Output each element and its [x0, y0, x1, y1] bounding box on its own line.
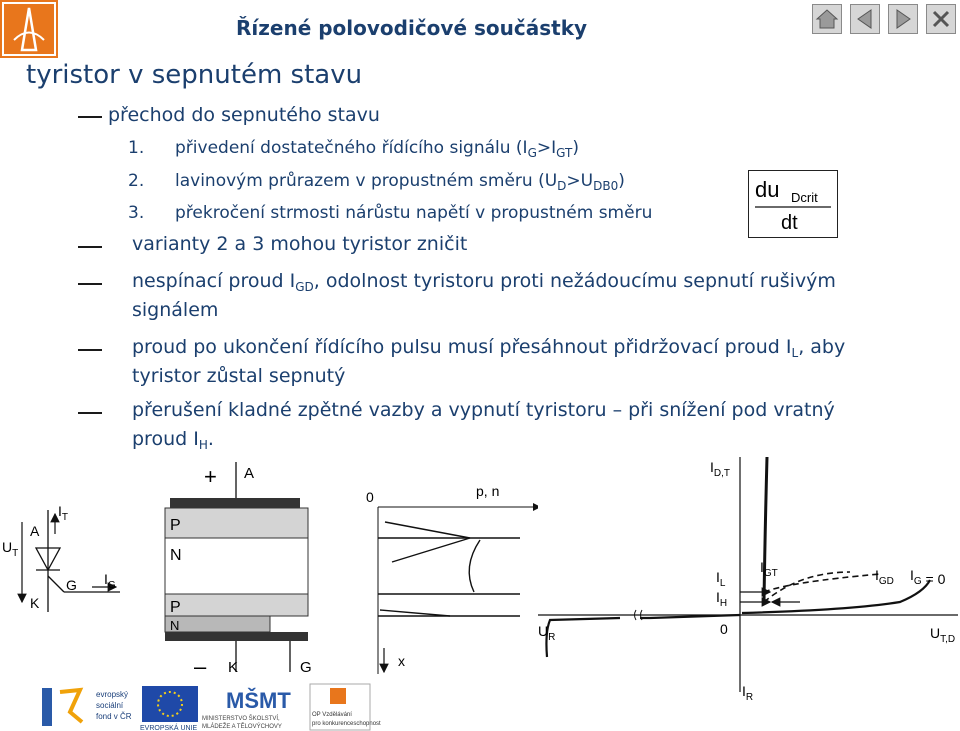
svg-text:fond v ČR: fond v ČR: [96, 712, 132, 721]
footer-logos: [40, 684, 381, 731]
thyristor-symbol: [0, 462, 135, 684]
il-label: $I_L$: [716, 569, 726, 589]
anode-terminal: A: [244, 465, 255, 482]
layer-p2: P: [170, 599, 181, 616]
svg-text:OP Vzdělávání: OP Vzdělávání: [312, 712, 352, 718]
layer-p1: P: [170, 517, 181, 534]
layer-n1: N: [170, 547, 182, 564]
eu-flag-logo: [140, 686, 198, 731]
anode-label: A: [30, 523, 40, 539]
prev-icon[interactable]: [850, 4, 880, 34]
bullet-latching: proud po ukončení řídícího pulsu musí přesáhnout přidržovací proud $I_L$, aby: [132, 336, 846, 360]
bullet-dash: [78, 246, 102, 248]
svg-text:MINISTERSTVO ŠKOLSTVÍ,: MINISTERSTVO ŠKOLSTVÍ,: [202, 716, 280, 722]
gate-label: G: [66, 577, 77, 593]
bullet-igd-cont: signálem: [132, 299, 219, 321]
va-characteristic: [538, 452, 960, 703]
step-gate-signal: přivedení dostatečného řídícího signálu $(I_G>I_{GT})$: [175, 138, 579, 160]
svg-text:MLÁDEŽE A TĚLOVÝCHOVY: MLÁDEŽE A TĚLOVÝCHOVY: [202, 724, 282, 730]
bullet-destroy: varianty 2 a 3 mohou tyristor zničit: [132, 233, 468, 255]
bullet-holding: přerušení kladné zpětné vazby a vypnutí tyristoru – při snížení pod vratný: [132, 399, 835, 421]
bullet-dash: [78, 116, 102, 118]
bullet-latching-cont: tyristor zůstal sepnutý: [132, 365, 346, 387]
step-number: 2.: [128, 171, 145, 191]
layer-n2: N: [170, 618, 180, 633]
svg-text:sociální: sociální: [96, 701, 124, 710]
dudt-formula: [748, 170, 838, 238]
bullet-dash: [78, 412, 102, 414]
pn-axis-label: p, n: [476, 483, 500, 499]
ih-label: $I_H$: [716, 589, 728, 609]
msmt-logo: [202, 688, 291, 730]
origin-zero: 0: [720, 621, 728, 637]
ut-axis-label: $U_{T,D}$: [930, 625, 956, 645]
formula-denominator: dt: [781, 212, 798, 234]
bullet-dash: [78, 283, 102, 285]
formula-numerator: du: [755, 177, 780, 202]
svg-text:MŠMT: MŠMT: [226, 688, 291, 713]
esf-logo: [40, 684, 132, 730]
plus-sign: +: [204, 464, 217, 489]
figures: [0, 452, 960, 731]
it-label: $I_T$: [58, 503, 68, 523]
bullet-dash: [78, 349, 102, 351]
origin-label: 0: [366, 489, 374, 505]
close-icon[interactable]: [926, 4, 956, 34]
svg-text:evropský: evropský: [96, 690, 129, 699]
formula-numerator-sub: Dcrit: [791, 190, 818, 205]
cathode-label: K: [30, 595, 40, 611]
ig0-label: $I_G = 0$: [910, 567, 946, 587]
x-axis-label: x: [398, 653, 405, 669]
svg-text:pro konkurenceschopnost: pro konkurenceschopnost: [312, 721, 381, 727]
op-logo: [310, 684, 381, 730]
ut-label: $U_T$: [2, 539, 19, 559]
school-logo: [0, 0, 58, 58]
step-avalanche: lavinovým průrazem v propustném směru $(U_D>U_{DB0})$: [175, 171, 625, 193]
id-label: $I_{D,T}$: [710, 459, 730, 479]
step-number: 1.: [128, 138, 145, 158]
ig-label: $I_G$: [104, 571, 116, 591]
slide-title: tyristor v sepnutém stavu: [26, 60, 363, 90]
cathode-terminal: K: [228, 659, 239, 676]
svg-text:EVROPSKÁ UNIE: EVROPSKÁ UNIE: [140, 725, 198, 731]
igd-label: $I_{GD}$: [875, 567, 894, 587]
pnpn-structure: [165, 462, 540, 679]
bullet-transition: přechod do sepnutého stavu: [108, 104, 380, 126]
step-dudt: překročení strmosti nárůstu napětí v propustném směru: [175, 203, 653, 223]
ir-label: $I_R$: [742, 683, 754, 703]
bullet-igd: nespínací proud $I_{GD}$, odolnost tyristoru proti nežádoucímu sepnutí rušivým: [132, 270, 836, 294]
minus-sign: –: [194, 654, 207, 679]
igt-label: $I_{GT}$: [760, 559, 778, 579]
next-icon[interactable]: [888, 4, 918, 34]
bullet-holding-cont: proud $I_H$.: [132, 428, 214, 452]
header-title: Řízené polovodičové součástky: [236, 16, 588, 40]
home-icon[interactable]: [812, 4, 842, 34]
step-number: 3.: [128, 203, 145, 223]
gate-terminal: G: [300, 659, 312, 676]
ur-label: $U_R$: [538, 623, 556, 643]
